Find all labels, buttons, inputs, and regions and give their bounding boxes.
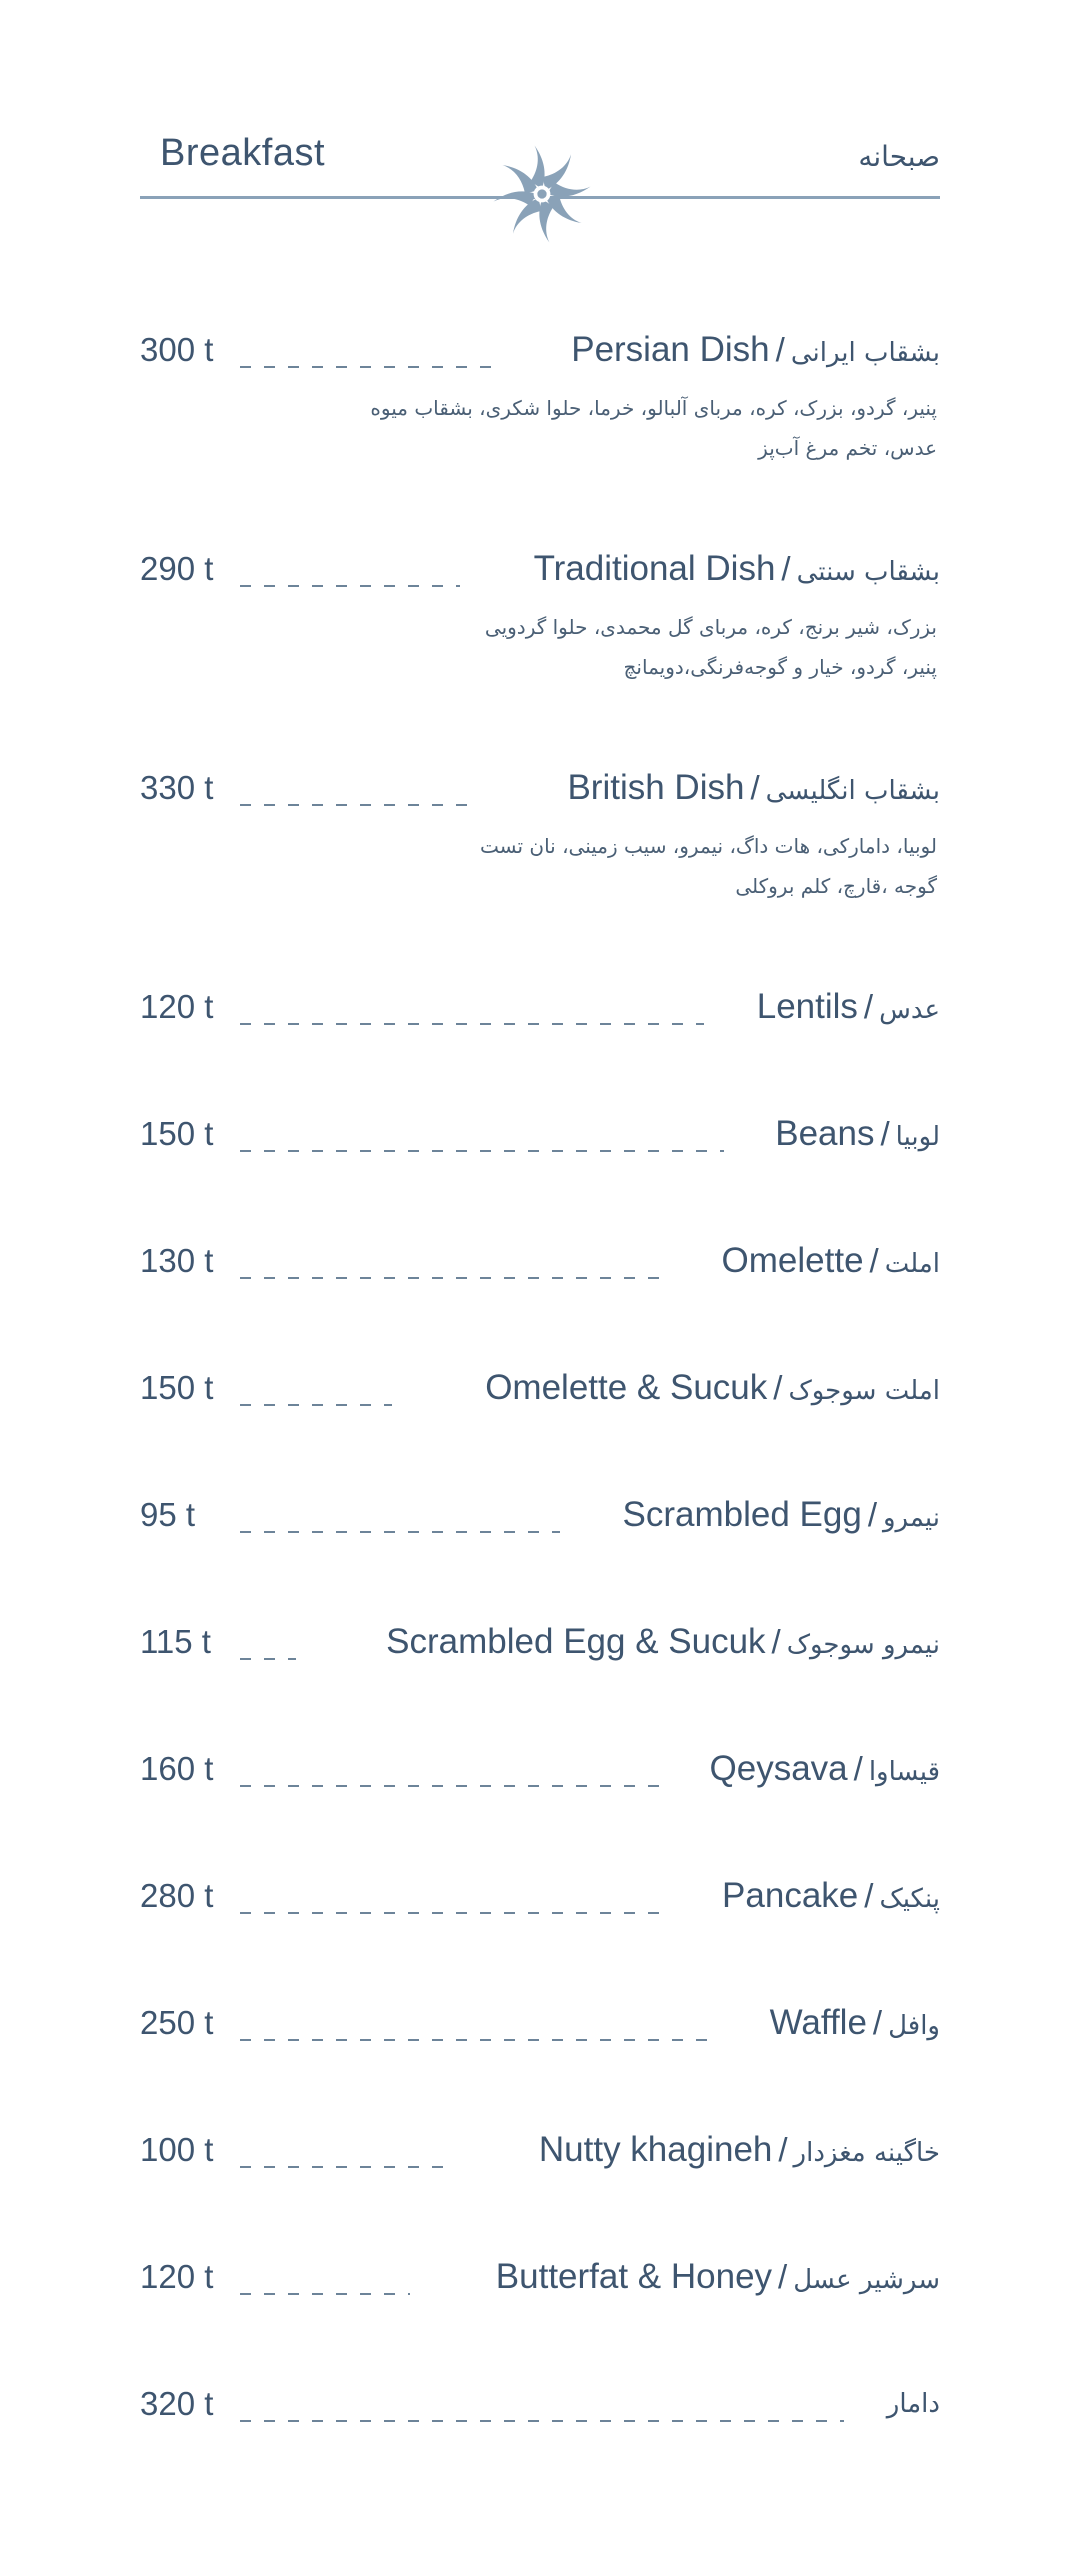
item-description	[237, 607, 937, 687]
item-price: 95 t	[140, 1496, 196, 1533]
menu-item-scrambled-egg-sucuk	[140, 1620, 940, 1680]
menu-item-qeysava	[140, 1747, 940, 1807]
menu-item-waffle	[140, 2001, 940, 2061]
dot-leader	[240, 788, 476, 806]
menu-item-damar	[140, 2382, 940, 2442]
item-name-fa: نیمرو سوجوک	[786, 1630, 940, 1660]
dot-leader	[240, 2150, 444, 2168]
item-name-en: British Dish	[567, 768, 745, 807]
item-name-fa: دامار	[886, 2389, 940, 2419]
description-line: عدس، تخم مرغ آب‌پز	[758, 436, 937, 460]
item-name: Pancake / پنکیک	[722, 1876, 940, 1915]
item-name-fa: لوبیا	[895, 1122, 940, 1152]
description-line: بزرک، شیر برنج، کره، مربای گل محمدی، حلوا گردویی	[484, 615, 937, 639]
item-price: 160 t	[140, 1750, 214, 1787]
item-name-fa: نیمرو	[882, 1503, 940, 1533]
item-name-fa: وافل	[888, 2011, 940, 2041]
item-price: 120 t	[140, 2258, 214, 2295]
item-name-fa: عدس	[879, 995, 940, 1025]
dot-leader	[240, 1769, 660, 1787]
menu-item-pancake	[140, 1874, 940, 1934]
dot-leader	[240, 1642, 296, 1660]
item-price: 250 t	[140, 2004, 214, 2041]
flower-emblem-icon	[486, 138, 598, 250]
description-line: پنیر، گردو، خیار و گوجه‌فرنگی،دویمانچ	[623, 655, 937, 679]
item-name-en: Lentils	[756, 987, 858, 1026]
item-price: 330 t	[140, 769, 214, 806]
item-name-fa: پنکیک	[879, 1884, 940, 1914]
menu-item-scrambled-egg	[140, 1493, 940, 1553]
section-title-fa: صبحانه	[858, 141, 940, 172]
item-name-fa: املت سوجوک	[788, 1376, 940, 1406]
description-line: گوجه ،قارچ، کلم بروکلی	[735, 874, 937, 898]
item-name-fa: بشقاب ایرانی	[790, 338, 940, 368]
description-line: لوبیا، دامارکی، هات داگ، نیمرو، سیب زمینی، نان تست	[479, 834, 937, 858]
dot-leader	[240, 1261, 660, 1279]
dot-leader	[240, 1388, 392, 1406]
dot-leader	[240, 2404, 844, 2422]
item-name: Omelette & Sucuk / املت سوجوک	[485, 1368, 940, 1407]
item-name-en: Omelette	[721, 1241, 864, 1280]
item-name-en: Traditional Dish	[533, 549, 776, 588]
item-name	[887, 2382, 940, 2430]
dot-leader	[240, 350, 500, 368]
menu-item-lentils	[140, 985, 940, 1045]
item-name-en: Qeysava	[709, 1749, 848, 1788]
item-name-en: Nutty khagineh	[538, 2130, 773, 2169]
item-price: 100 t	[140, 2131, 214, 2168]
menu-item-traditional-dish	[140, 547, 940, 607]
item-name-en: Scrambled Egg	[622, 1495, 862, 1534]
dot-leader	[240, 1007, 704, 1025]
item-price: 120 t	[140, 988, 214, 1025]
item-price: 130 t	[140, 1242, 214, 1279]
item-name: Omelette / املت	[721, 1241, 940, 1280]
item-name-fa: بشقاب انگلیسی	[765, 776, 940, 806]
menu-item-omelette	[140, 1239, 940, 1299]
menu-header	[140, 120, 940, 270]
item-name-fa: بشقاب سنتی	[796, 557, 940, 587]
item-name: Persian Dish / بشقاب ایرانی	[571, 330, 940, 369]
dot-leader	[240, 2277, 410, 2295]
item-price: 150 t	[140, 1115, 214, 1152]
item-description	[237, 826, 937, 906]
description-line: پنیر، گردو، بزرک، کره، مربای آلبالو، خرما، حلوا شکری، بشقاب میوه	[370, 396, 937, 420]
section-title-en: Breakfast	[160, 132, 326, 174]
dot-leader	[240, 2023, 720, 2041]
menu-item-beans	[140, 1112, 940, 1172]
item-name-en: Persian Dish	[571, 330, 770, 369]
item-name-fa: قیساوا	[868, 1757, 940, 1787]
item-name: Waffle / وافل	[769, 2003, 940, 2042]
item-name: Traditional Dish / بشقاب سنتی	[533, 549, 940, 588]
item-name-fa: املت	[884, 1249, 940, 1279]
menu-item-omelette-sucuk	[140, 1366, 940, 1426]
item-name: British Dish / بشقاب انگلیسی	[567, 768, 940, 807]
item-name-en: Butterfat & Honey	[495, 2257, 773, 2296]
item-description	[237, 388, 937, 468]
item-name: Scrambled Egg / نیمرو	[622, 1495, 940, 1534]
item-name-fa: خاگینه مغزدار	[793, 2138, 940, 2168]
menu-item-butterfat-honey	[140, 2255, 940, 2315]
item-name: Lentils / عدس	[756, 987, 940, 1026]
item-price: 320 t	[140, 2385, 214, 2422]
item-name: Beans / لوبیا	[775, 1114, 940, 1153]
item-name: Scrambled Egg & Sucuk / نیمرو سوجوک	[386, 1622, 940, 1661]
dot-leader	[240, 1896, 660, 1914]
dot-leader	[240, 1134, 724, 1152]
item-name-en: Waffle	[769, 2003, 867, 2042]
item-name: Qeysava / قیساوا	[709, 1749, 940, 1788]
item-name: Nutty khagineh / خاگینه مغزدار	[538, 2130, 940, 2169]
menu-item-persian-dish	[140, 328, 940, 388]
item-name-en: Pancake	[722, 1876, 859, 1915]
dot-leader	[240, 1515, 560, 1533]
menu-item-nutty-khagineh	[140, 2128, 940, 2188]
item-price: 290 t	[140, 550, 214, 587]
item-price: 115 t	[140, 1623, 211, 1660]
item-name-fa: سرشیر عسل	[793, 2265, 940, 2295]
item-name-en: Beans	[775, 1114, 875, 1153]
menu-item-british-dish	[140, 766, 940, 826]
item-price: 150 t	[140, 1369, 214, 1406]
item-name-en: Omelette & Sucuk	[485, 1368, 768, 1407]
item-name: Butterfat & Honey / سرشیر عسل	[495, 2257, 940, 2296]
item-name-en: Scrambled Egg & Sucuk	[386, 1622, 766, 1661]
dot-leader	[240, 569, 460, 587]
item-price: 300 t	[140, 331, 214, 368]
item-price: 280 t	[140, 1877, 214, 1914]
